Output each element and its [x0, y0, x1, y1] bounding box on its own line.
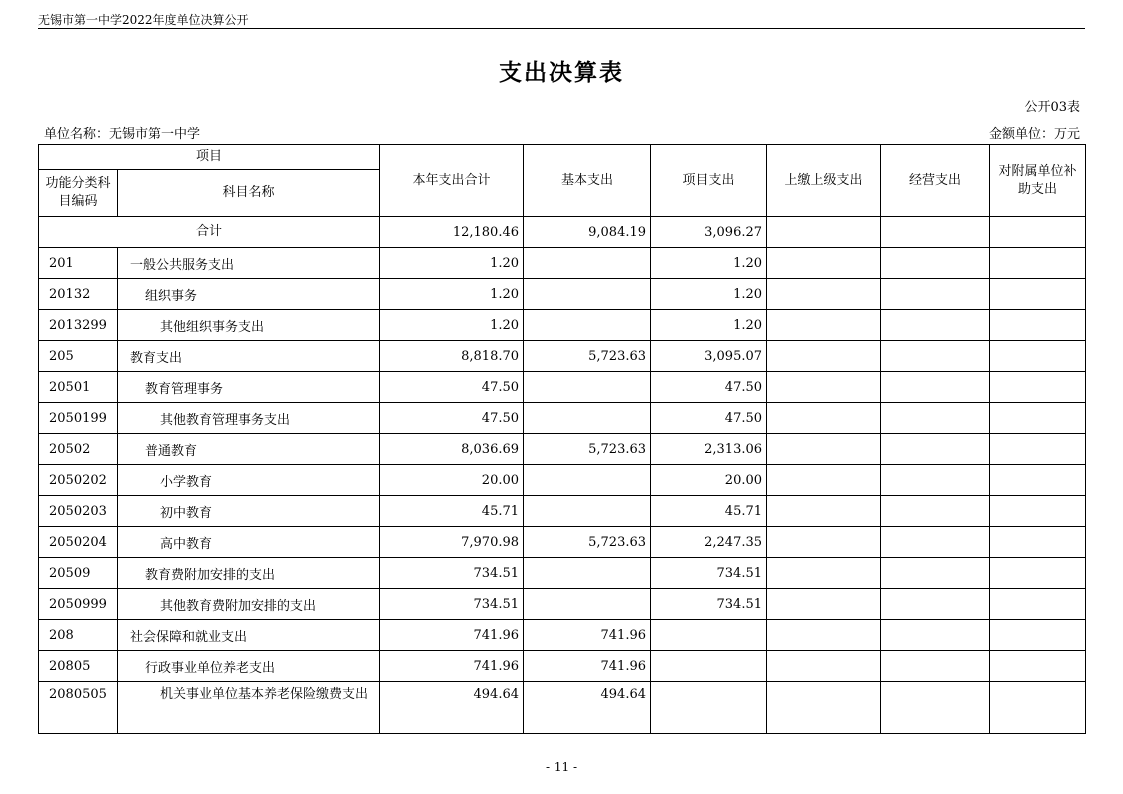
row-operating	[881, 279, 990, 310]
row-total: 734.51	[380, 589, 524, 620]
row-code: 2080505	[39, 682, 118, 734]
row-code: 2050204	[39, 527, 118, 558]
total-remit	[767, 217, 881, 248]
total-row	[39, 217, 1086, 248]
table-row	[39, 620, 1086, 651]
row-basic	[524, 310, 651, 341]
row-total: 741.96	[380, 651, 524, 682]
unit-name: 单位名称：无锡市第一中学	[44, 127, 201, 142]
row-remit	[767, 589, 881, 620]
row-remit	[767, 341, 881, 372]
row-subject-name: 教育费附加安排的支出	[118, 558, 380, 589]
table-row	[39, 403, 1086, 434]
table-number: 公开03表	[1024, 100, 1080, 115]
row-subject-name: 组织事务	[118, 279, 380, 310]
row-code: 2050203	[39, 496, 118, 527]
row-code: 20805	[39, 651, 118, 682]
row-basic	[524, 465, 651, 496]
total-total: 12,180.46	[380, 217, 524, 248]
table-row	[39, 434, 1086, 465]
page-number: - 11 -	[545, 760, 577, 774]
table-row	[39, 496, 1086, 527]
row-subject-name: 社会保障和就业支出	[118, 620, 380, 651]
document-header: 无锡市第一中学2022年度单位决算公开	[38, 13, 249, 27]
row-subsidy	[990, 558, 1086, 589]
row-subject-name: 机关事业单位基本养老保险缴费支出	[118, 682, 380, 734]
row-project: 47.50	[651, 372, 767, 403]
row-subsidy	[990, 651, 1086, 682]
row-project: 1.20	[651, 279, 767, 310]
row-subsidy	[990, 372, 1086, 403]
row-remit	[767, 620, 881, 651]
row-subject-name: 初中教育	[118, 496, 380, 527]
row-basic	[524, 248, 651, 279]
row-basic	[524, 558, 651, 589]
row-total: 734.51	[380, 558, 524, 589]
row-operating	[881, 341, 990, 372]
row-code: 2050199	[39, 403, 118, 434]
row-subject-name: 高中教育	[118, 527, 380, 558]
row-subject-name: 其他教育费附加安排的支出	[118, 589, 380, 620]
row-subsidy	[990, 341, 1086, 372]
total-basic: 9,084.19	[524, 217, 651, 248]
table-row	[39, 341, 1086, 372]
row-operating	[881, 527, 990, 558]
row-remit	[767, 558, 881, 589]
row-subsidy	[990, 248, 1086, 279]
row-total: 20.00	[380, 465, 524, 496]
row-subject-name: 其他组织事务支出	[118, 310, 380, 341]
row-total: 7,970.98	[380, 527, 524, 558]
row-operating	[881, 651, 990, 682]
row-operating	[881, 620, 990, 651]
row-basic: 494.64	[524, 682, 651, 734]
row-operating	[881, 465, 990, 496]
row-basic: 741.96	[524, 651, 651, 682]
row-basic	[524, 403, 651, 434]
row-basic: 5,723.63	[524, 527, 651, 558]
row-operating	[881, 310, 990, 341]
row-basic: 5,723.63	[524, 434, 651, 465]
row-project: 47.50	[651, 403, 767, 434]
amount-unit: 金额单位：万元	[988, 127, 1080, 142]
col-header-operating: 经营支出	[881, 145, 990, 217]
row-subject-name: 教育管理事务	[118, 372, 380, 403]
row-subject-name: 普通教育	[118, 434, 380, 465]
row-code: 201	[39, 248, 118, 279]
col-header-item: 项目	[39, 145, 380, 170]
row-subsidy	[990, 465, 1086, 496]
total-label: 合计	[39, 217, 380, 248]
row-operating	[881, 558, 990, 589]
table-row	[39, 651, 1086, 682]
row-total: 741.96	[380, 620, 524, 651]
row-operating	[881, 496, 990, 527]
row-subject-name: 其他教育管理事务支出	[118, 403, 380, 434]
table-row	[39, 465, 1086, 496]
row-total: 494.64	[380, 682, 524, 734]
row-remit	[767, 434, 881, 465]
row-project: 1.20	[651, 248, 767, 279]
row-project	[651, 620, 767, 651]
header-divider	[38, 28, 1085, 29]
row-total: 1.20	[380, 310, 524, 341]
row-total: 8,036.69	[380, 434, 524, 465]
table-row	[39, 527, 1086, 558]
row-subject-name: 小学教育	[118, 465, 380, 496]
row-subject-name: 一般公共服务支出	[118, 248, 380, 279]
col-header-total: 本年支出合计	[380, 145, 524, 217]
row-code: 2050999	[39, 589, 118, 620]
row-code: 20509	[39, 558, 118, 589]
row-basic	[524, 279, 651, 310]
row-code: 20501	[39, 372, 118, 403]
total-operating	[881, 217, 990, 248]
row-project	[651, 682, 767, 734]
row-remit	[767, 496, 881, 527]
col-header-subject-name: 科目名称	[118, 170, 380, 217]
row-basic	[524, 372, 651, 403]
header-row-1	[39, 145, 1086, 170]
row-project: 3,095.07	[651, 341, 767, 372]
row-code: 2013299	[39, 310, 118, 341]
table-row	[39, 310, 1086, 341]
row-remit	[767, 465, 881, 496]
row-remit	[767, 527, 881, 558]
row-subsidy	[990, 682, 1086, 734]
row-basic: 741.96	[524, 620, 651, 651]
row-total: 47.50	[380, 372, 524, 403]
row-project	[651, 651, 767, 682]
table-row	[39, 248, 1086, 279]
row-project: 20.00	[651, 465, 767, 496]
row-project: 2,313.06	[651, 434, 767, 465]
expenditure-table	[38, 144, 1086, 734]
row-remit	[767, 682, 881, 734]
total-subsidy	[990, 217, 1086, 248]
row-operating	[881, 434, 990, 465]
row-subsidy	[990, 403, 1086, 434]
row-total: 8,818.70	[380, 341, 524, 372]
row-operating	[881, 372, 990, 403]
row-code: 20132	[39, 279, 118, 310]
col-header-func-code: 功能分类科目编码	[39, 170, 118, 217]
row-project: 2,247.35	[651, 527, 767, 558]
row-project: 734.51	[651, 558, 767, 589]
table-row	[39, 372, 1086, 403]
row-remit	[767, 403, 881, 434]
row-basic	[524, 496, 651, 527]
col-header-project: 项目支出	[651, 145, 767, 217]
row-subsidy	[990, 589, 1086, 620]
row-operating	[881, 403, 990, 434]
row-remit	[767, 248, 881, 279]
row-remit	[767, 651, 881, 682]
col-header-remit: 上缴上级支出	[767, 145, 881, 217]
row-project: 1.20	[651, 310, 767, 341]
row-total: 47.50	[380, 403, 524, 434]
row-code: 2050202	[39, 465, 118, 496]
row-subsidy	[990, 310, 1086, 341]
table-row	[39, 279, 1086, 310]
row-basic	[524, 589, 651, 620]
row-subject-name: 教育支出	[118, 341, 380, 372]
row-code: 20502	[39, 434, 118, 465]
row-subsidy	[990, 496, 1086, 527]
table-row	[39, 589, 1086, 620]
row-project: 734.51	[651, 589, 767, 620]
col-header-subsidy: 对附属单位补助支出	[990, 145, 1086, 217]
row-total: 1.20	[380, 279, 524, 310]
row-operating	[881, 589, 990, 620]
row-operating	[881, 248, 990, 279]
row-code: 208	[39, 620, 118, 651]
row-subsidy	[990, 620, 1086, 651]
row-subsidy	[990, 527, 1086, 558]
row-basic: 5,723.63	[524, 341, 651, 372]
page-title: 支出决算表	[499, 59, 624, 86]
row-remit	[767, 310, 881, 341]
total-project: 3,096.27	[651, 217, 767, 248]
row-subsidy	[990, 434, 1086, 465]
row-total: 1.20	[380, 248, 524, 279]
row-project: 45.71	[651, 496, 767, 527]
row-operating	[881, 682, 990, 734]
row-subject-name: 行政事业单位养老支出	[118, 651, 380, 682]
col-header-basic: 基本支出	[524, 145, 651, 217]
row-subsidy	[990, 279, 1086, 310]
table-row	[39, 558, 1086, 589]
row-total: 45.71	[380, 496, 524, 527]
row-remit	[767, 279, 881, 310]
row-code: 205	[39, 341, 118, 372]
row-remit	[767, 372, 881, 403]
table-row	[39, 682, 1086, 734]
